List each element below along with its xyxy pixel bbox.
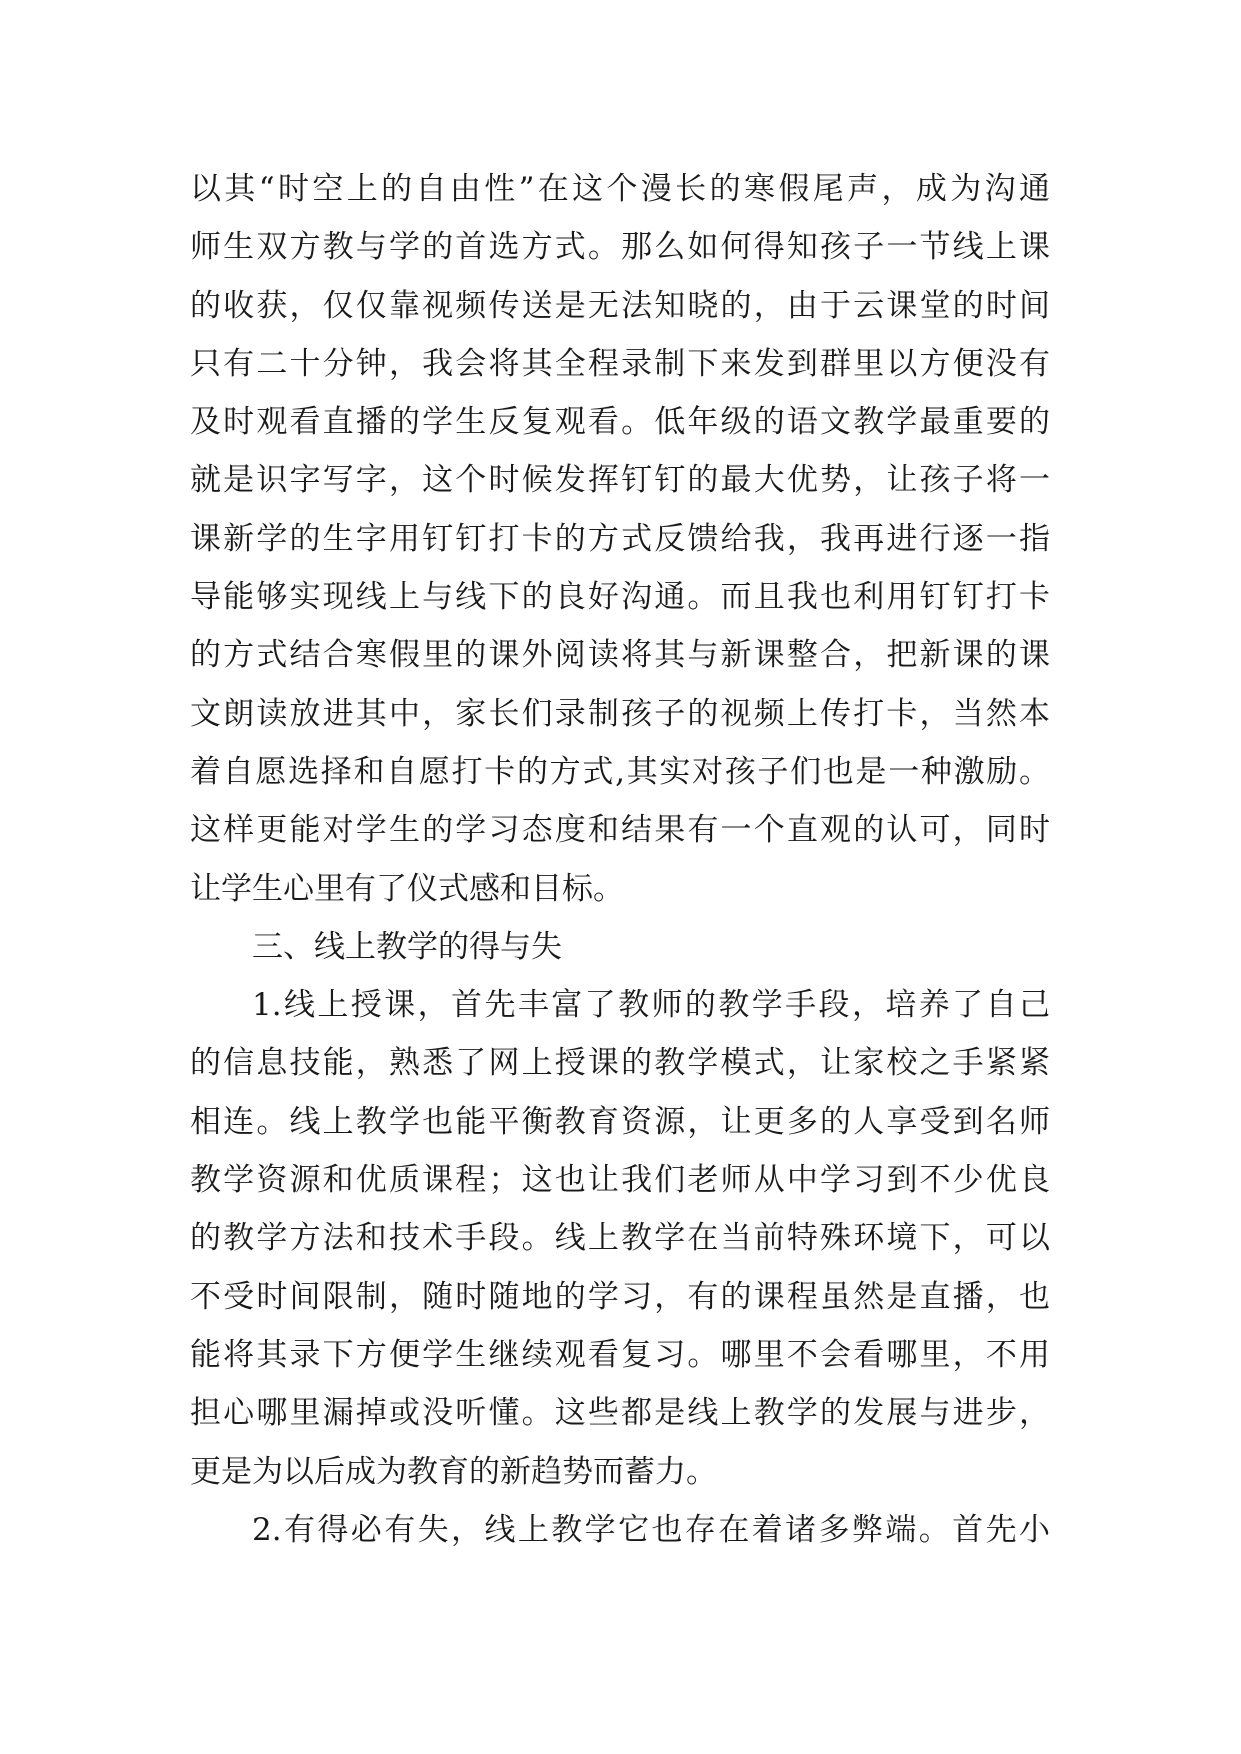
text-line: 更是为以后成为教育的新趋势而蓄力。 (190, 1453, 717, 1490)
text-line: 2.有得必有失，线上教学它也存在着诸多弊端。首先小 (252, 1511, 1050, 1548)
text-line: 着自愿选择和自愿打卡的方式,其实对孩子们也是一种激励。 (190, 753, 1050, 790)
text-line: 就是识字写字，这个时候发挥钉钉的最大优势，让孩子将一 (190, 462, 1050, 499)
text-line: 教学资源和优质课程；这也让我们老师从中学习到不少优良 (190, 1162, 1050, 1199)
document-body (190, 160, 1050, 1559)
text-line: 文朗读放进其中，家长们录制孩子的视频上传打卡，当然本 (190, 695, 1050, 732)
text-line: 只有二十分钟，我会将其全程录制下来发到群里以方便没有 (190, 345, 1050, 382)
text-line: 及时观看直播的学生反复观看。低年级的语文教学最重要的 (190, 404, 1050, 441)
text-line: 课新学的生字用钉钉打卡的方式反馈给我，我再进行逐一指 (190, 520, 1050, 557)
text-line: 相连。线上教学也能平衡教育资源，让更多的人享受到名师 (190, 1103, 1050, 1140)
text-line: 师生双方教与学的首选方式。那么如何得知孩子一节线上课 (190, 229, 1050, 266)
text-line: 这样更能对学生的学习态度和结果有一个直观的认可，同时 (190, 812, 1050, 849)
text-line: 导能够实现线上与线下的良好沟通。而且我也利用钉钉打卡 (190, 579, 1050, 616)
text-line: 1.线上授课，首先丰富了教师的教学手段，培养了自己 (252, 987, 1050, 1024)
text-line: 的方式结合寒假里的课外阅读将其与新课整合，把新课的课 (190, 637, 1050, 674)
text-line: 的教学方法和技术手段。线上教学在当前特殊环境下，可以 (190, 1220, 1050, 1257)
text-line: 担心哪里漏掉或没听懂。这些都是线上教学的发展与进步， (190, 1395, 1050, 1432)
text-line: 能将其录下方便学生继续观看复习。哪里不会看哪里，不用 (190, 1336, 1050, 1373)
section-heading: 三、线上教学的得与失 (252, 928, 562, 965)
text-line: 不受时间限制，随时随地的学习，有的课程虽然是直播，也 (190, 1278, 1050, 1315)
text-line: 的收获，仅仅靠视频传送是无法知晓的，由于云课堂的时间 (190, 287, 1050, 324)
text-line: 的信息技能，熟悉了网上授课的教学模式，让家校之手紧紧 (190, 1045, 1050, 1082)
text-line: 让学生心里有了仪式感和目标。 (190, 870, 624, 907)
text-line: 以其“时空上的自由性”在这个漫长的寒假尾声，成为沟通 (190, 171, 1050, 207)
